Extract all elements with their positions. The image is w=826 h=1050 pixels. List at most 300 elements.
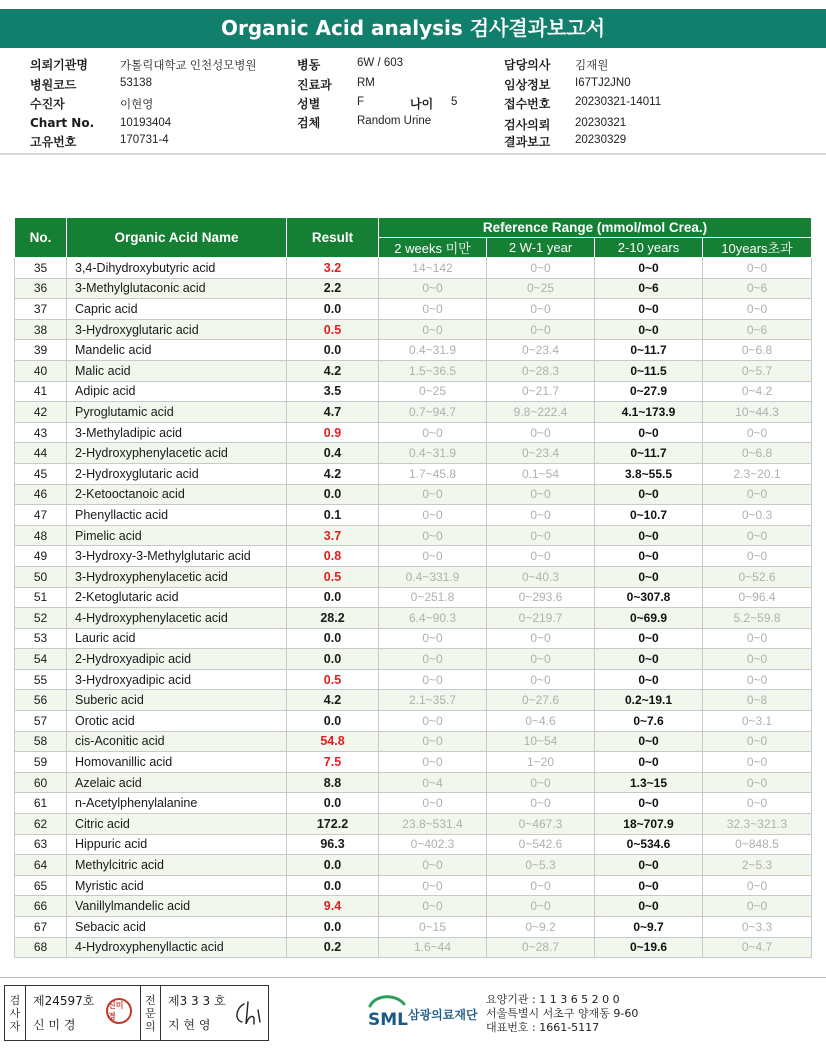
table-row bbox=[15, 772, 812, 793]
table-row bbox=[15, 463, 812, 484]
ref-range-2w-1y: 0~4.6 bbox=[487, 711, 595, 732]
clinical-info-label: 임상정보 bbox=[504, 78, 551, 92]
clinical-info-value: I67TJ2JN0 bbox=[575, 77, 631, 89]
org-name: 삼광의료재단 bbox=[408, 1008, 478, 1022]
ref-range-under-2-weeks: 6.4~90.3 bbox=[379, 608, 487, 629]
table-row bbox=[15, 381, 812, 402]
result-value: 0.9 bbox=[287, 422, 379, 443]
ref-range-2w-1y: 1~20 bbox=[487, 752, 595, 773]
ref-range-under-2-weeks: 0~0 bbox=[379, 299, 487, 320]
table-row bbox=[15, 690, 812, 711]
acid-name: 2-Hydroxyadipic acid bbox=[67, 649, 287, 670]
acid-name: 2-Ketooctanoic acid bbox=[67, 484, 287, 505]
ref-range-2w-1y: 0~0 bbox=[487, 525, 595, 546]
ref-range-2-10y: 0~0 bbox=[595, 546, 703, 567]
ref-range-2-10y: 18~707.9 bbox=[595, 814, 703, 835]
ref-range-under-2-weeks: 0~0 bbox=[379, 711, 487, 732]
ref-range-2w-1y: 0~9.2 bbox=[487, 917, 595, 938]
ref-range-2-10y: 0~0 bbox=[595, 731, 703, 752]
ref-range-2-10y: 0~0 bbox=[595, 875, 703, 896]
result-rows bbox=[15, 258, 812, 958]
result-value: 0.0 bbox=[287, 875, 379, 896]
ref-range-2-10y: 0~0 bbox=[595, 422, 703, 443]
ref-range-2w-1y: 0~0 bbox=[487, 875, 595, 896]
table-row bbox=[15, 628, 812, 649]
ref-range-over-10y: 0~0 bbox=[703, 896, 812, 917]
ref-range-2w-1y: 10~54 bbox=[487, 731, 595, 752]
ref-range-under-2-weeks: 0.7~94.7 bbox=[379, 402, 487, 423]
table-row bbox=[15, 669, 812, 690]
acid-name: 2-Hydroxyphenylacetic acid bbox=[67, 443, 287, 464]
row-number: 54 bbox=[15, 649, 67, 670]
doctor-value: 김재원 bbox=[575, 60, 609, 72]
acid-name: Hippuric acid bbox=[67, 834, 287, 855]
table-row bbox=[15, 587, 812, 608]
ref-range-2-10y: 0~0 bbox=[595, 319, 703, 340]
ref-range-2w-1y: 0~23.4 bbox=[487, 340, 595, 361]
result-value: 0.0 bbox=[287, 484, 379, 505]
result-value: 0.0 bbox=[287, 855, 379, 876]
result-value: 28.2 bbox=[287, 608, 379, 629]
table-row bbox=[15, 484, 812, 505]
report-date-label: 결과보고 bbox=[504, 135, 551, 149]
ref-range-under-2-weeks: 14~142 bbox=[379, 258, 487, 279]
acid-name: 3-Hydroxyadipic acid bbox=[67, 669, 287, 690]
acid-name: cis-Aconitic acid bbox=[67, 731, 287, 752]
ref-range-over-10y: 0~0 bbox=[703, 772, 812, 793]
ref-range-over-10y: 0~0 bbox=[703, 649, 812, 670]
result-value: 96.3 bbox=[287, 834, 379, 855]
ref-range-under-2-weeks: 0~0 bbox=[379, 422, 487, 443]
ref-range-2w-1y: 0~28.3 bbox=[487, 360, 595, 381]
examiner-label bbox=[5, 986, 26, 1040]
signature-box bbox=[4, 985, 269, 1041]
ref-range-2-10y: 0~0 bbox=[595, 649, 703, 670]
ref-range-over-10y: 0~0 bbox=[703, 546, 812, 567]
row-number: 57 bbox=[15, 711, 67, 732]
ref-range-2w-1y: 0~27.6 bbox=[487, 690, 595, 711]
result-value: 54.8 bbox=[287, 731, 379, 752]
ref-range-2-10y: 0~10.7 bbox=[595, 505, 703, 526]
logo-text: SML bbox=[368, 1010, 408, 1030]
ref-range-under-2-weeks: 0~0 bbox=[379, 278, 487, 299]
hospital-code-value: 53138 bbox=[120, 77, 152, 89]
ref-range-under-2-weeks: 0~0 bbox=[379, 731, 487, 752]
sex-label: 성별 bbox=[297, 97, 321, 111]
ref-range-over-10y: 0~6.8 bbox=[703, 340, 812, 361]
row-number: 39 bbox=[15, 340, 67, 361]
ref-range-2-10y: 0~0 bbox=[595, 855, 703, 876]
request-date-value: 20230321 bbox=[575, 117, 627, 129]
report-title: Organic Acid analysis 검사결과보고서 bbox=[0, 9, 826, 48]
ref-range-2w-1y: 0~293.6 bbox=[487, 587, 595, 608]
acid-name: Azelaic acid bbox=[67, 772, 287, 793]
examiner-label-char: 사 bbox=[9, 1006, 21, 1020]
ref-range-under-2-weeks: 0~251.8 bbox=[379, 587, 487, 608]
header-range-under-2-weeks: 2 weeks 미만 bbox=[379, 238, 487, 258]
row-number: 68 bbox=[15, 937, 67, 958]
ref-range-2w-1y: 0~0 bbox=[487, 546, 595, 567]
ref-range-over-10y: 0~0.3 bbox=[703, 505, 812, 526]
acid-name: 3-Hydroxy-3-Methylglutaric acid bbox=[67, 546, 287, 567]
ref-range-over-10y: 0~0 bbox=[703, 628, 812, 649]
ref-range-under-2-weeks: 1.5~36.5 bbox=[379, 360, 487, 381]
reviewer-label bbox=[140, 986, 161, 1040]
row-number: 43 bbox=[15, 422, 67, 443]
header-no: No. bbox=[15, 218, 67, 258]
result-value: 8.8 bbox=[287, 772, 379, 793]
result-value: 3.5 bbox=[287, 381, 379, 402]
ref-range-under-2-weeks: 0.4~31.9 bbox=[379, 340, 487, 361]
ref-range-over-10y: 0~0 bbox=[703, 752, 812, 773]
ref-range-under-2-weeks: 0~15 bbox=[379, 917, 487, 938]
reviewer-name: 지 현 영 bbox=[168, 1018, 211, 1032]
result-value: 0.2 bbox=[287, 937, 379, 958]
ref-range-2w-1y: 0~25 bbox=[487, 278, 595, 299]
table-row bbox=[15, 917, 812, 938]
table-row bbox=[15, 731, 812, 752]
ref-range-over-10y: 0~5.7 bbox=[703, 360, 812, 381]
ref-range-2w-1y: 0~0 bbox=[487, 422, 595, 443]
acid-name: 4-Hydroxyphenylacetic acid bbox=[67, 608, 287, 629]
ref-range-2-10y: 0~0 bbox=[595, 793, 703, 814]
ref-range-under-2-weeks: 2.1~35.7 bbox=[379, 690, 487, 711]
ref-range-2-10y: 0~0 bbox=[595, 258, 703, 279]
ward-label: 병동 bbox=[297, 58, 321, 72]
ref-range-over-10y: 0~4.7 bbox=[703, 937, 812, 958]
row-number: 53 bbox=[15, 628, 67, 649]
row-number: 67 bbox=[15, 917, 67, 938]
sex-value: F bbox=[357, 96, 365, 108]
ref-range-over-10y: 0~3.3 bbox=[703, 917, 812, 938]
institution-info bbox=[486, 993, 638, 1035]
ref-range-2w-1y: 0~0 bbox=[487, 772, 595, 793]
ref-range-2w-1y: 0~0 bbox=[487, 258, 595, 279]
acid-name: Malic acid bbox=[67, 360, 287, 381]
result-value: 0.5 bbox=[287, 319, 379, 340]
result-value: 3.2 bbox=[287, 258, 379, 279]
row-number: 59 bbox=[15, 752, 67, 773]
row-number: 55 bbox=[15, 669, 67, 690]
result-value: 0.5 bbox=[287, 669, 379, 690]
table-row bbox=[15, 793, 812, 814]
ref-range-under-2-weeks: 0~0 bbox=[379, 319, 487, 340]
result-value: 0.8 bbox=[287, 546, 379, 567]
result-value: 0.0 bbox=[287, 649, 379, 670]
ref-range-2-10y: 0~11.5 bbox=[595, 360, 703, 381]
acid-name: Orotic acid bbox=[67, 711, 287, 732]
hospital-code-label: 병원코드 bbox=[30, 78, 77, 92]
ref-range-2-10y: 0~0 bbox=[595, 896, 703, 917]
unique-no-value: 170731-4 bbox=[120, 134, 169, 146]
table-row bbox=[15, 566, 812, 587]
row-number: 52 bbox=[15, 608, 67, 629]
ref-range-2w-1y: 0~0 bbox=[487, 319, 595, 340]
acid-name: Citric acid bbox=[67, 814, 287, 835]
table-row bbox=[15, 258, 812, 279]
row-number: 62 bbox=[15, 814, 67, 835]
table-row bbox=[15, 360, 812, 381]
table-row bbox=[15, 608, 812, 629]
ref-range-under-2-weeks: 0~4 bbox=[379, 772, 487, 793]
acid-name: 3-Hydroxyphenylacetic acid bbox=[67, 566, 287, 587]
table-row bbox=[15, 340, 812, 361]
row-number: 44 bbox=[15, 443, 67, 464]
footer-divider bbox=[0, 977, 826, 978]
row-number: 42 bbox=[15, 402, 67, 423]
dept-label: 진료과 bbox=[297, 78, 332, 92]
table-row bbox=[15, 422, 812, 443]
table-row bbox=[15, 319, 812, 340]
ref-range-2-10y: 0~69.9 bbox=[595, 608, 703, 629]
ref-range-under-2-weeks: 0~0 bbox=[379, 505, 487, 526]
request-date-label: 검사의뢰 bbox=[504, 118, 551, 132]
patient-value: 이현영 bbox=[120, 99, 154, 111]
result-value: 0.4 bbox=[287, 443, 379, 464]
acid-name: n-Acetylphenylalanine bbox=[67, 793, 287, 814]
ref-range-2-10y: 0~7.6 bbox=[595, 711, 703, 732]
ref-range-over-10y: 0~0 bbox=[703, 525, 812, 546]
row-number: 51 bbox=[15, 587, 67, 608]
ref-range-2w-1y: 0~40.3 bbox=[487, 566, 595, 587]
ref-range-over-10y: 0~0 bbox=[703, 669, 812, 690]
row-number: 38 bbox=[15, 319, 67, 340]
header-range-2-10y: 2-10 years bbox=[595, 238, 703, 258]
ref-range-under-2-weeks: 0~0 bbox=[379, 525, 487, 546]
acid-name: Pyroglutamic acid bbox=[67, 402, 287, 423]
age-value: 5 bbox=[451, 96, 458, 108]
result-value: 4.2 bbox=[287, 360, 379, 381]
ref-range-under-2-weeks: 0~0 bbox=[379, 669, 487, 690]
row-number: 58 bbox=[15, 731, 67, 752]
result-value: 0.1 bbox=[287, 505, 379, 526]
report-date-value: 20230329 bbox=[575, 134, 627, 146]
examiner-license: 제24597호 bbox=[33, 994, 95, 1008]
ref-range-2-10y: 0~0 bbox=[595, 484, 703, 505]
table-row bbox=[15, 875, 812, 896]
row-number: 66 bbox=[15, 896, 67, 917]
ref-range-2-10y: 0~6 bbox=[595, 278, 703, 299]
ref-range-2w-1y: 0~219.7 bbox=[487, 608, 595, 629]
result-value: 0.5 bbox=[287, 566, 379, 587]
ref-range-over-10y: 0~3.1 bbox=[703, 711, 812, 732]
result-value: 9.4 bbox=[287, 896, 379, 917]
ref-range-under-2-weeks: 1.6~44 bbox=[379, 937, 487, 958]
reviewer-signature bbox=[230, 996, 264, 1030]
table-row bbox=[15, 752, 812, 773]
chart-no-value: 10193404 bbox=[120, 117, 172, 129]
ref-range-over-10y: 0~4.2 bbox=[703, 381, 812, 402]
doctor-label: 담당의사 bbox=[504, 58, 551, 72]
ref-range-over-10y: 10~44.3 bbox=[703, 402, 812, 423]
header-range-over-10y: 10years초과 bbox=[703, 238, 812, 258]
ref-range-2-10y: 0~9.7 bbox=[595, 917, 703, 938]
reviewer-label-char: 의 bbox=[145, 1019, 156, 1033]
result-value: 2.2 bbox=[287, 278, 379, 299]
acid-name: 2-Ketoglutaric acid bbox=[67, 587, 287, 608]
ref-range-under-2-weeks: 0~0 bbox=[379, 896, 487, 917]
row-number: 56 bbox=[15, 690, 67, 711]
receipt-no-value: 20230321-14011 bbox=[575, 96, 662, 108]
row-number: 50 bbox=[15, 566, 67, 587]
ref-range-2-10y: 0~0 bbox=[595, 669, 703, 690]
ref-range-under-2-weeks: 0~0 bbox=[379, 628, 487, 649]
ref-range-over-10y: 0~0 bbox=[703, 875, 812, 896]
table-row bbox=[15, 402, 812, 423]
row-number: 46 bbox=[15, 484, 67, 505]
acid-name: Myristic acid bbox=[67, 875, 287, 896]
table-row bbox=[15, 525, 812, 546]
ref-range-2w-1y: 0.1~54 bbox=[487, 463, 595, 484]
acid-name: Suberic acid bbox=[67, 690, 287, 711]
ref-range-over-10y: 0~0 bbox=[703, 484, 812, 505]
ref-range-over-10y: 0~0 bbox=[703, 793, 812, 814]
ref-range-2w-1y: 0~21.7 bbox=[487, 381, 595, 402]
result-value: 4.2 bbox=[287, 463, 379, 484]
header-result: Result bbox=[287, 218, 379, 258]
table-row bbox=[15, 443, 812, 464]
ref-range-over-10y: 0~0 bbox=[703, 731, 812, 752]
ref-range-2w-1y: 0~0 bbox=[487, 484, 595, 505]
header-reference-range: Reference Range (mmol/mol Crea.) bbox=[379, 218, 812, 238]
ref-range-under-2-weeks: 0~25 bbox=[379, 381, 487, 402]
acid-name: 3-Hydroxyglutaric acid bbox=[67, 319, 287, 340]
ref-range-2-10y: 1.3~15 bbox=[595, 772, 703, 793]
row-number: 48 bbox=[15, 525, 67, 546]
ward-value: 6W / 603 bbox=[357, 57, 404, 69]
result-value: 0.0 bbox=[287, 299, 379, 320]
ref-range-2w-1y: 0~28.7 bbox=[487, 937, 595, 958]
table-row bbox=[15, 855, 812, 876]
ref-range-over-10y: 0~52.6 bbox=[703, 566, 812, 587]
acid-name: Homovanillic acid bbox=[67, 752, 287, 773]
row-number: 40 bbox=[15, 360, 67, 381]
ref-range-over-10y: 0~6.8 bbox=[703, 443, 812, 464]
row-number: 47 bbox=[15, 505, 67, 526]
ref-range-2-10y: 0~27.9 bbox=[595, 381, 703, 402]
ref-range-2-10y: 0~0 bbox=[595, 752, 703, 773]
result-value: 0.0 bbox=[287, 917, 379, 938]
unique-no-label: 고유번호 bbox=[30, 135, 77, 149]
row-number: 49 bbox=[15, 546, 67, 567]
ref-range-2w-1y: 0~0 bbox=[487, 649, 595, 670]
ref-range-over-10y: 0~0 bbox=[703, 258, 812, 279]
table-row bbox=[15, 937, 812, 958]
result-value: 0.0 bbox=[287, 793, 379, 814]
specimen-label: 검체 bbox=[297, 116, 321, 130]
acid-name: Pimelic acid bbox=[67, 525, 287, 546]
ref-range-2w-1y: 0~23.4 bbox=[487, 443, 595, 464]
ref-range-2-10y: 4.1~173.9 bbox=[595, 402, 703, 423]
ref-range-under-2-weeks: 0~402.3 bbox=[379, 834, 487, 855]
ref-range-under-2-weeks: 23.8~531.4 bbox=[379, 814, 487, 835]
table-row bbox=[15, 814, 812, 835]
row-number: 35 bbox=[15, 258, 67, 279]
result-value: 3.7 bbox=[287, 525, 379, 546]
ref-range-under-2-weeks: 0~0 bbox=[379, 855, 487, 876]
result-value: 0.0 bbox=[287, 628, 379, 649]
ref-range-over-10y: 2~5.3 bbox=[703, 855, 812, 876]
ref-range-under-2-weeks: 0~0 bbox=[379, 484, 487, 505]
acid-name: Methylcitric acid bbox=[67, 855, 287, 876]
organic-acid-table bbox=[14, 217, 812, 958]
row-number: 41 bbox=[15, 381, 67, 402]
ref-range-over-10y: 32.3~321.3 bbox=[703, 814, 812, 835]
reviewer-label-char: 문 bbox=[145, 1006, 156, 1020]
ref-range-2-10y: 0.2~19.1 bbox=[595, 690, 703, 711]
ref-range-2w-1y: 0~0 bbox=[487, 896, 595, 917]
table-row bbox=[15, 299, 812, 320]
ref-range-under-2-weeks: 0~0 bbox=[379, 793, 487, 814]
acid-name: 2-Hydroxyglutaric acid bbox=[67, 463, 287, 484]
ref-range-2-10y: 0~0 bbox=[595, 525, 703, 546]
table-row bbox=[15, 649, 812, 670]
ref-range-under-2-weeks: 0~0 bbox=[379, 649, 487, 670]
ref-range-over-10y: 0~848.5 bbox=[703, 834, 812, 855]
row-number: 64 bbox=[15, 855, 67, 876]
examiner-seal: 신미경 bbox=[106, 998, 132, 1024]
result-value: 4.2 bbox=[287, 690, 379, 711]
row-number: 45 bbox=[15, 463, 67, 484]
dept-value: RM bbox=[357, 77, 375, 89]
ref-range-2-10y: 0~307.8 bbox=[595, 587, 703, 608]
table-row bbox=[15, 505, 812, 526]
ref-range-2w-1y: 0~0 bbox=[487, 793, 595, 814]
header-range-2w-1y: 2 W-1 year bbox=[487, 238, 595, 258]
header-name: Organic Acid Name bbox=[67, 218, 287, 258]
ref-range-over-10y: 0~8 bbox=[703, 690, 812, 711]
result-value: 0.0 bbox=[287, 711, 379, 732]
row-number: 60 bbox=[15, 772, 67, 793]
row-number: 63 bbox=[15, 834, 67, 855]
examiner-label-char: 자 bbox=[9, 1019, 21, 1033]
ref-range-2-10y: 3.8~55.5 bbox=[595, 463, 703, 484]
ref-range-over-10y: 0~0 bbox=[703, 299, 812, 320]
receipt-no-label: 접수번호 bbox=[504, 97, 551, 111]
patient-label: 수진자 bbox=[30, 97, 65, 111]
acid-name: Capric acid bbox=[67, 299, 287, 320]
table-row bbox=[15, 278, 812, 299]
acid-name: Vanillylmandelic acid bbox=[67, 896, 287, 917]
patient-info bbox=[0, 56, 826, 152]
reviewer-license: 제3 3 3 호 bbox=[168, 994, 226, 1008]
requesting-org-label: 의뢰기관명 bbox=[30, 58, 88, 72]
table-row bbox=[15, 711, 812, 732]
ref-range-under-2-weeks: 1.7~45.8 bbox=[379, 463, 487, 484]
institution-code: 요양기관 : 1 1 3 6 5 2 0 0 bbox=[486, 993, 620, 1006]
ref-range-over-10y: 5.2~59.8 bbox=[703, 608, 812, 629]
institution-address: 서울특별시 서초구 양재동 9-60 bbox=[486, 1007, 639, 1020]
result-value: 172.2 bbox=[287, 814, 379, 835]
ref-range-2w-1y: 0~0 bbox=[487, 299, 595, 320]
ref-range-2w-1y: 0~5.3 bbox=[487, 855, 595, 876]
section-divider bbox=[0, 153, 826, 155]
row-number: 61 bbox=[15, 793, 67, 814]
ref-range-over-10y: 0~0 bbox=[703, 422, 812, 443]
ref-range-2w-1y: 0~467.3 bbox=[487, 814, 595, 835]
result-value: 0.0 bbox=[287, 340, 379, 361]
reviewer-label-char: 전 bbox=[145, 993, 156, 1007]
acid-name: 3-Methyladipic acid bbox=[67, 422, 287, 443]
ref-range-over-10y: 0~6 bbox=[703, 278, 812, 299]
acid-name: 4-Hydroxyphenyllactic acid bbox=[67, 937, 287, 958]
ref-range-2-10y: 0~0 bbox=[595, 628, 703, 649]
ref-range-2w-1y: 0~0 bbox=[487, 505, 595, 526]
ref-range-2w-1y: 0~0 bbox=[487, 669, 595, 690]
acid-name: 3,4-Dihydroxybutyric acid bbox=[67, 258, 287, 279]
acid-name: Mandelic acid bbox=[67, 340, 287, 361]
acid-name: 3-Methylglutaconic acid bbox=[67, 278, 287, 299]
